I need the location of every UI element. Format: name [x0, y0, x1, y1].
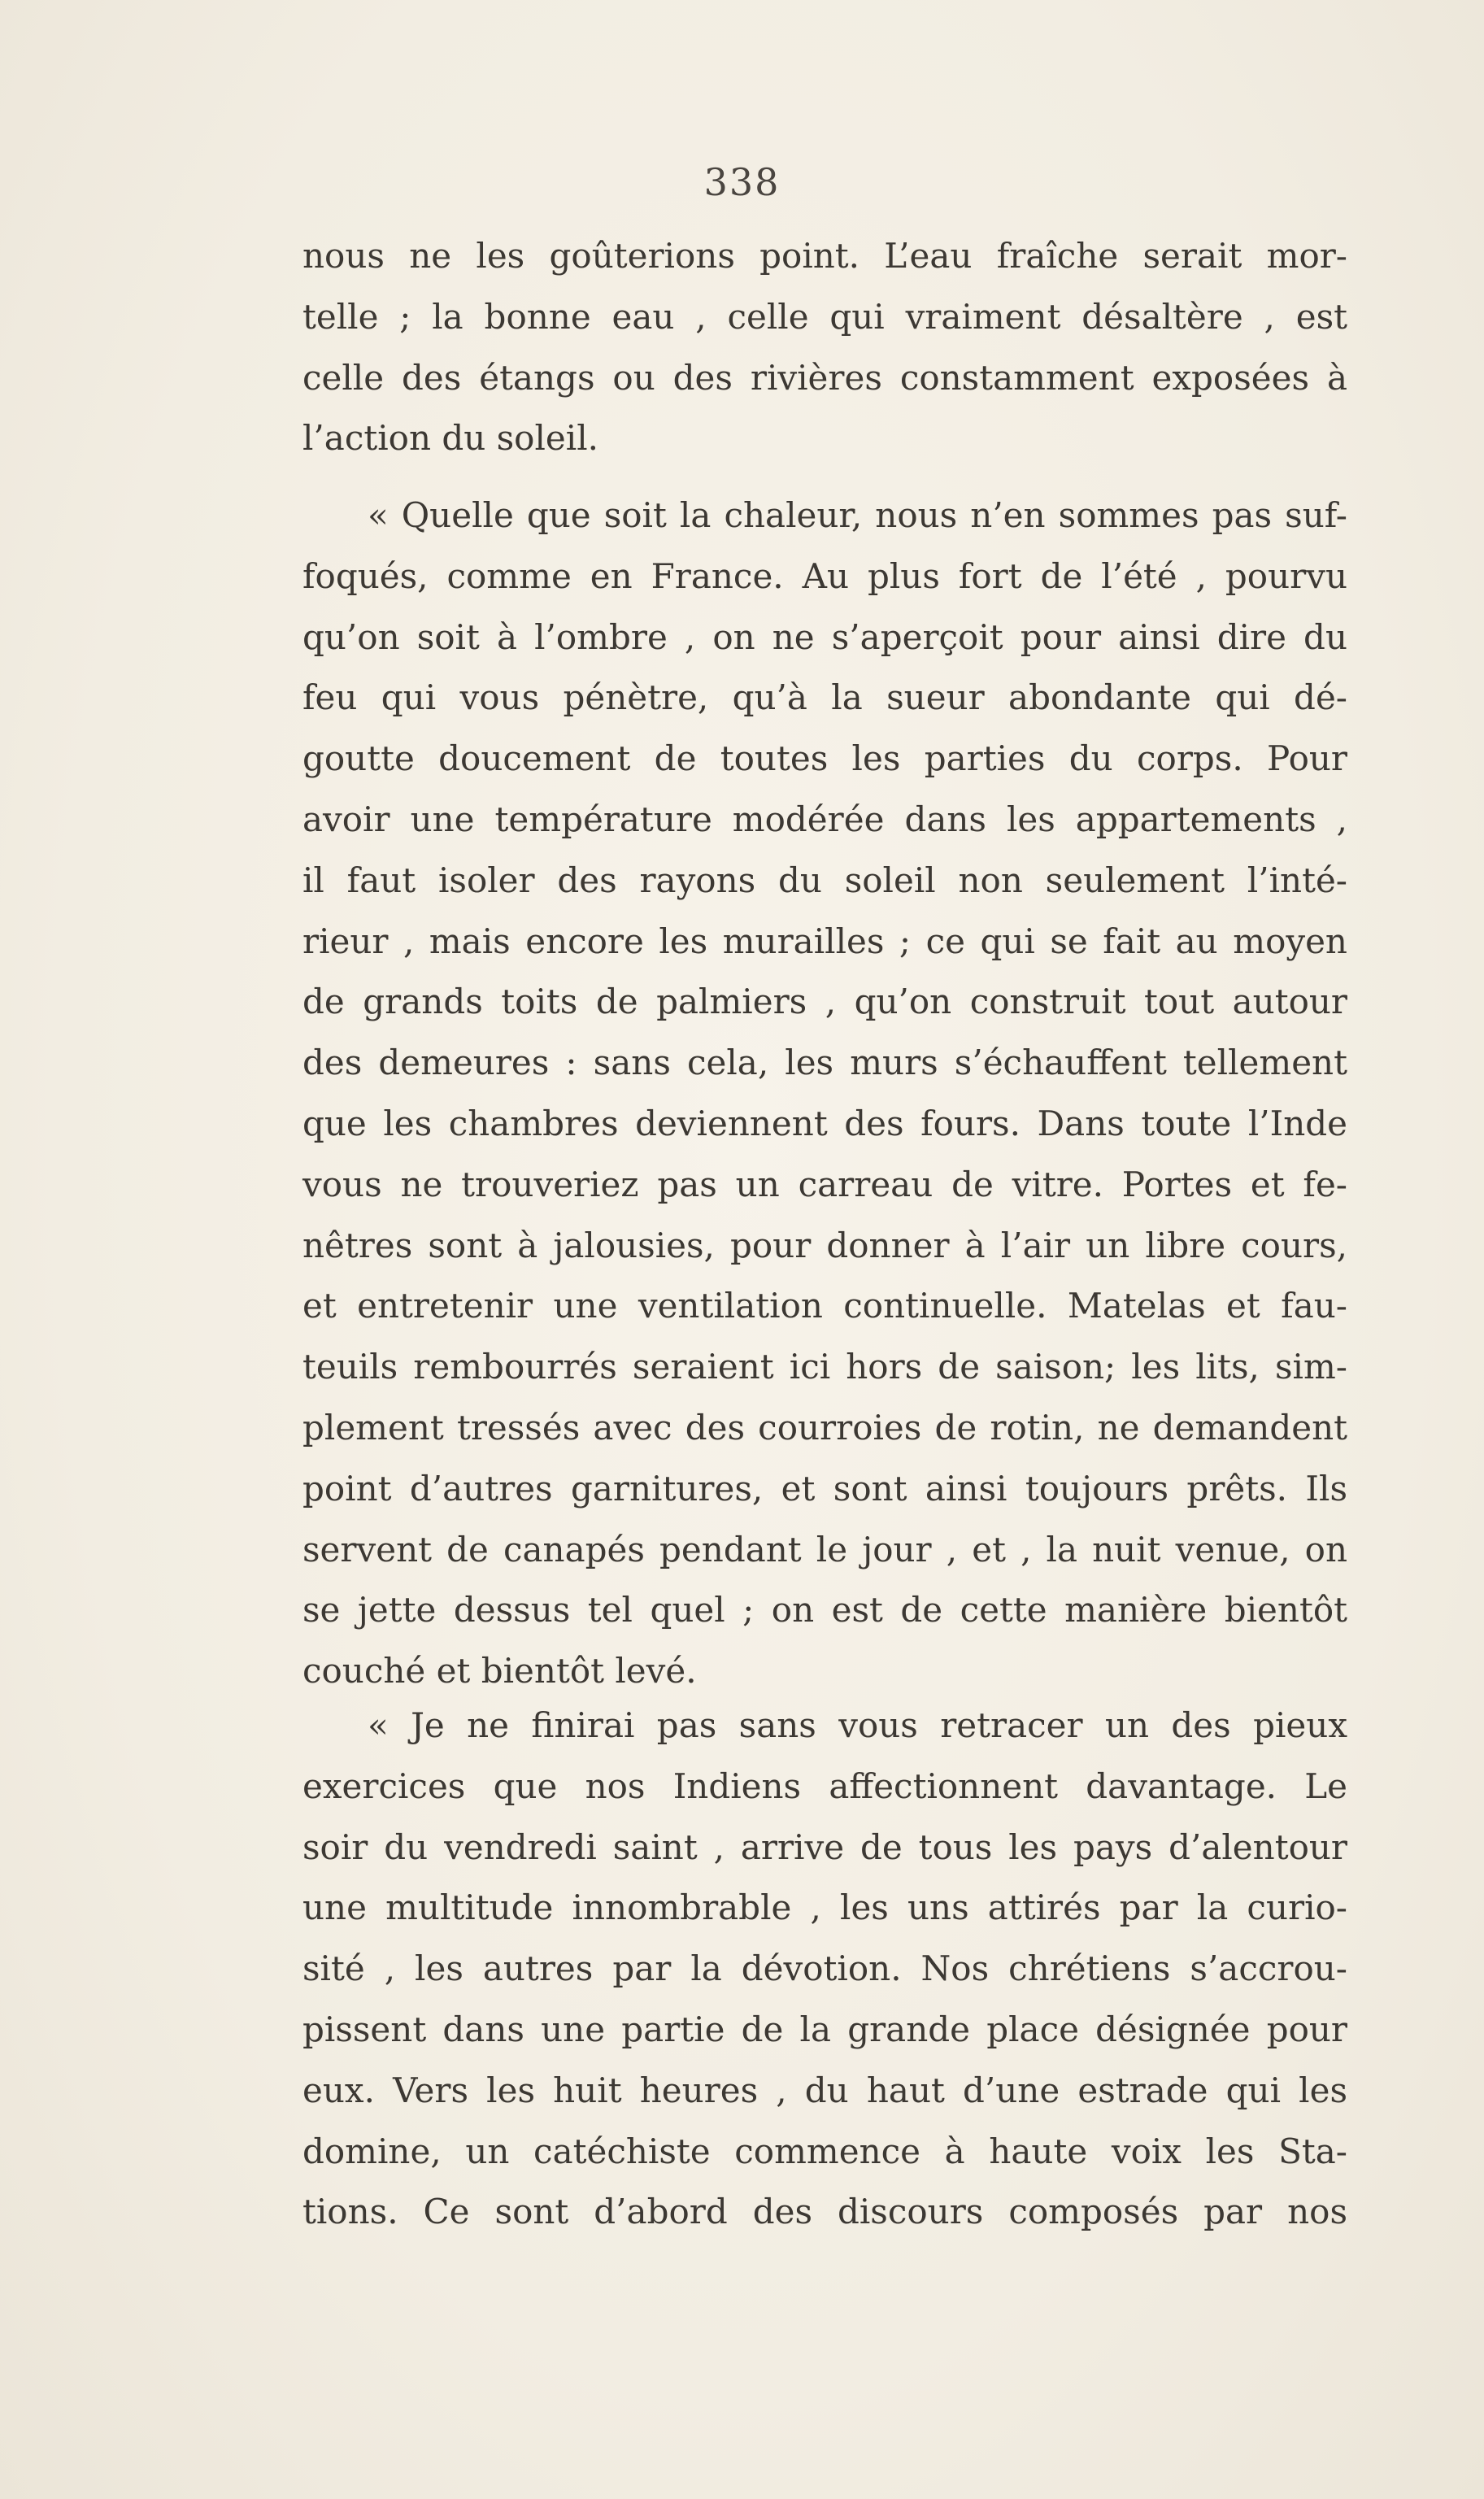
text-line: feu qui vous pénètre, qu’à la sueur abondante qui dé-	[302, 677, 1347, 718]
text-line: tions. Ce sont d’abord des discours composés par nos	[302, 2192, 1347, 2232]
text-line: goutte doucement de toutes les parties du corps. Pour	[302, 738, 1347, 779]
text-line: l’action du soleil.	[302, 418, 598, 459]
text-line: foqués, comme en France. Au plus fort de l’été , pourvu	[302, 555, 1347, 596]
text-line: eux. Vers les huit heures , du haut d’une estrade qui les	[302, 2070, 1347, 2110]
text-line: de grands toits de palmiers , qu’on construit tout autour	[302, 982, 1347, 1022]
text-line: « Quelle que soit la chaleur, nous n’en sommes pas suf-	[368, 495, 1347, 535]
text-line: telle ; la bonne eau , celle qui vraiment désaltère , est	[302, 296, 1347, 337]
text-line: pissent dans une partie de la grande place désignée pour	[302, 2009, 1347, 2049]
text-line: et entretenir une ventilation continuelle. Matelas et fau-	[302, 1286, 1347, 1326]
text-line: celle des étangs ou des rivières constamment exposées à	[302, 357, 1347, 398]
text-line: des demeures : sans cela, les murs s’échauffent tellement	[302, 1043, 1347, 1083]
text-line: servent de canapés pendant le jour , et , la nuit venue, on	[302, 1529, 1347, 1569]
text-line: couché et bientôt levé.	[302, 1651, 697, 1691]
text-line: une multitude innombrable , les uns attirés par la curio-	[302, 1887, 1347, 1928]
text-line: domine, un catéchiste commence à haute voix les Sta-	[302, 2131, 1347, 2171]
paragraph-2	[302, 485, 1347, 1702]
text-line: plement tressés avec des courroies de rotin, ne demandent	[302, 1407, 1347, 1448]
page-number: 338	[703, 160, 781, 204]
text-line: avoir une température modérée dans les appartements ,	[302, 799, 1347, 839]
text-line: exercices que nos Indiens affectionnent davantage. Le	[302, 1765, 1347, 1806]
text-line: « Je ne finirai pas sans vous retracer un des pieux	[368, 1705, 1347, 1745]
text-line: qu’on soit à l’ombre , on ne s’aperçoit pour ainsi dire du	[302, 616, 1347, 657]
text-line: il faut isoler des rayons du soleil non seulement l’inté-	[302, 860, 1347, 900]
text-line: rieur , mais encore les murailles ; ce qui se fait au moyen	[302, 921, 1347, 961]
text-line: soir du vendredi saint , arrive de tous les pays d’alentour	[302, 1826, 1347, 1867]
text-line: nous ne les goûterions point. L’eau fraîche serait mor-	[302, 236, 1347, 276]
text-line: sité , les autres par la dévotion. Nos chrétiens s’accrou-	[302, 1948, 1347, 1989]
text-line: vous ne trouveriez pas un carreau de vitre. Portes et fe-	[302, 1164, 1347, 1204]
paragraph-3	[302, 1696, 1347, 2243]
text-line: point d’autres garnitures, et sont ainsi toujours prêts. Ils	[302, 1468, 1347, 1509]
text-line: nêtres sont à jalousies, pour donner à l’air un libre cours,	[302, 1225, 1347, 1265]
paragraph-1	[302, 226, 1347, 469]
text-line: que les chambres deviennent des fours. Dans toute l’Inde	[302, 1103, 1347, 1143]
text-line: se jette dessus tel quel ; on est de cette manière bientôt	[302, 1590, 1347, 1630]
text-line: teuils rembourrés seraient ici hors de saison; les lits, sim-	[302, 1347, 1347, 1387]
